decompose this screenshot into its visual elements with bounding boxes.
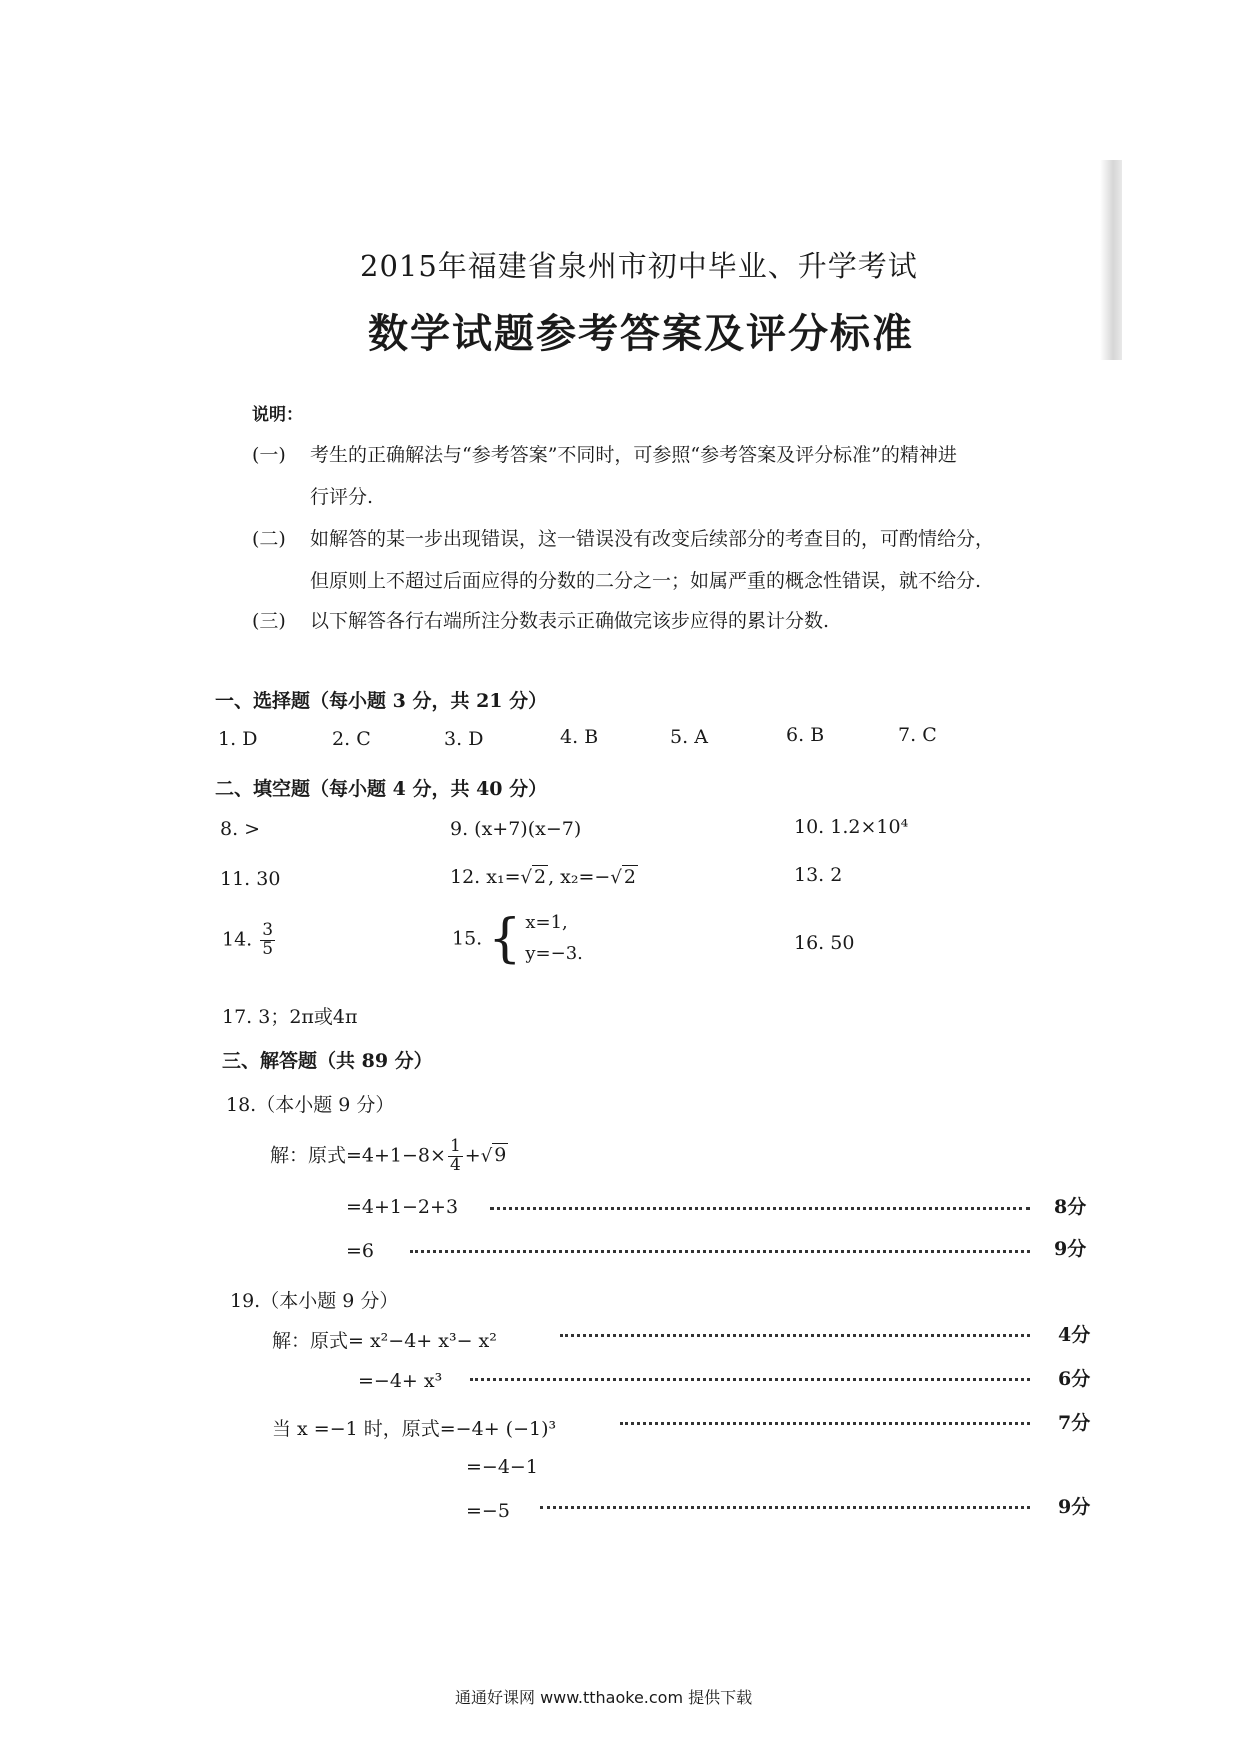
answer-2: 2. C xyxy=(332,728,371,750)
answer-1: 1. D xyxy=(218,728,258,750)
q19-line2-dots xyxy=(470,1378,1030,1381)
answer-4: 4. B xyxy=(560,726,599,748)
notes-label: 说明： xyxy=(252,405,303,425)
q19-line5-dots xyxy=(540,1506,1030,1509)
note-3-marker: (三) xyxy=(252,610,286,632)
q18-line2: =4+1−2+3 xyxy=(346,1196,459,1218)
answer-12: 12. x₁=√ 2 , x₂=−√ 2 xyxy=(450,866,636,888)
q18-line2-points: 8分 xyxy=(1054,1196,1087,1218)
answer-14: 14. $\frac{3}{5}$ xyxy=(222,920,274,959)
q18-line3: =6 xyxy=(346,1240,375,1262)
q19-line3: 当 x =−1 时，原式=−4+ (−1)³ xyxy=(272,1418,557,1440)
answer-11: 11. 30 xyxy=(220,868,281,890)
note-1-line2: 行评分. xyxy=(310,486,374,508)
document-title: 数学试题参考答案及评分标准 xyxy=(368,310,914,357)
answer-5: 5. A xyxy=(670,726,708,748)
answer-7: 7. C xyxy=(898,724,937,746)
answer-17: 17. 3；2π或4π xyxy=(222,1006,358,1028)
note-2-marker: (二) xyxy=(252,528,286,550)
note-2-line2: 但原则上不超过后面应得的分数的二分之一；如属严重的概念性错误，就不给分. xyxy=(310,570,982,592)
answer-8: 8. > xyxy=(220,818,261,840)
note-2-line1: 如解答的某一步出现错误，这一错误没有改变后续部分的考查目的，可酌情给分， xyxy=(310,528,995,550)
answer-13: 13. 2 xyxy=(794,864,843,886)
answer-3: 3. D xyxy=(444,728,484,750)
note-1-line1: 考生的正确解法与“参考答案”不同时，可参照“参考答案及评分标准”的精神进 xyxy=(310,444,957,466)
note-3-line1: 以下解答各行右端所注分数表示正确做完该步应得的累计分数. xyxy=(310,610,830,632)
answer-16: 16. 50 xyxy=(794,932,855,954)
q19-line1-dots xyxy=(560,1334,1030,1337)
q18-line3-points: 9分 xyxy=(1054,1238,1087,1260)
q19-line2-points: 6分 xyxy=(1058,1368,1091,1390)
q18-line2-dots xyxy=(490,1207,1030,1210)
scan-shadow xyxy=(1100,160,1122,360)
answer-9: 9. (x+7)(x−7) xyxy=(450,818,582,840)
q19-line5-points: 9分 xyxy=(1058,1496,1091,1518)
q19-line3-dots xyxy=(620,1422,1030,1425)
q19-line2: =−4+ x³ xyxy=(358,1370,443,1392)
q18-line1: 解：原式=4+1−8× $\frac{1}{4}$ +√ 9 xyxy=(270,1136,507,1175)
section-fill-heading: 二、填空题（每小题 4 分，共 40 分） xyxy=(215,778,548,800)
answer-10: 10. 1.2×10⁴ xyxy=(794,816,909,838)
q19-label: 19.（本小题 9 分） xyxy=(230,1290,399,1312)
q19-line3-points: 7分 xyxy=(1058,1412,1091,1434)
q18-line3-dots xyxy=(410,1250,1030,1253)
section-choice-heading: 一、选择题（每小题 3 分，共 21 分） xyxy=(215,690,548,712)
answer-15: 15. { x=1, y=−3. xyxy=(452,908,583,969)
answer-6: 6. B xyxy=(786,724,825,746)
q19-line1-points: 4分 xyxy=(1058,1324,1091,1346)
section-solve-heading: 三、解答题（共 89 分） xyxy=(222,1050,433,1072)
q19-line1: 解：原式= x²−4+ x³− x² xyxy=(272,1330,497,1352)
exam-title: 2015年福建省泉州市初中毕业、升学考试 xyxy=(360,249,918,283)
q19-line4: =−4−1 xyxy=(466,1456,538,1478)
footer-source: 通通好课网 www.tthaoke.com 提供下载 xyxy=(455,1688,753,1707)
note-1-marker: (一) xyxy=(252,444,286,466)
q19-line5: =−5 xyxy=(466,1500,510,1522)
q18-label: 18.（本小题 9 分） xyxy=(226,1094,395,1116)
